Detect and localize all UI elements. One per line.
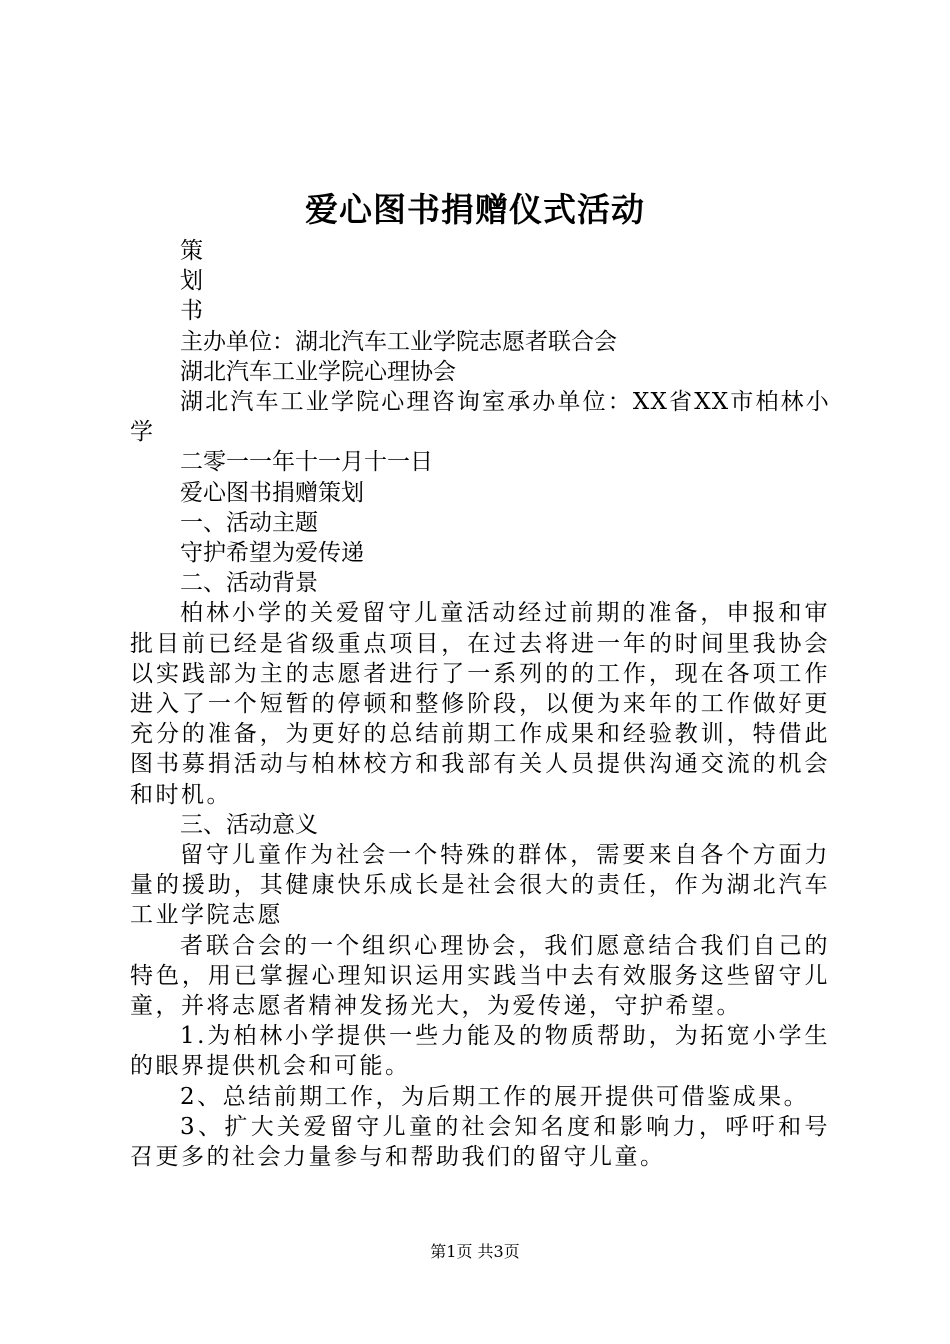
paragraph-theme: 守护希望为爱传递: [180, 540, 364, 567]
paragraph-date: 二零一一年十一月十一日: [180, 449, 433, 476]
document-title: 爱心图书捐赠仪式活动: [305, 190, 645, 229]
paragraph-goal-1: 1.为柏林小学提供一些力能及的物质帮助，为拓宽小学生的眼界提供机会和可能。: [130, 1023, 830, 1080]
paragraph-plan-char-2: 划: [180, 268, 203, 295]
page-number: 第1页 共3页: [430, 1242, 520, 1261]
paragraph-host-unit: 湖北汽车工业学院心理咨询室承办单位：XX省XX市柏林小学: [130, 389, 830, 446]
document-body: [130, 236, 830, 1172]
paragraph-plan-char-1: 策: [180, 238, 203, 264]
paragraph-organizer: 主办单位：湖北汽车工业学院志愿者联合会: [180, 328, 617, 355]
heading-significance: 三、活动意义: [180, 811, 318, 838]
paragraph-goal-3: 3、扩大关爱留守儿童的社会知名度和影响力，呼吁和号召更多的社会力量参与和帮助我们的留守儿童。: [130, 1113, 830, 1171]
paragraph-background: 柏林小学的关爱留守儿童活动经过前期的准备，申报和审批目前已经是省级重点项目，在过去将进一年的时间里我协会以实践部为主的志愿者进行了一系列的的工作，现在各项工作进入了一个短暂的停顿和整修阶段，以便为来年的工作做好更充分的准备，为更好的总结前期工作成果和经验教训，特借此图书募捐活动与柏林校方和我部有关人员提供沟通交流的机会和时机。: [130, 600, 830, 808]
heading-background: 二、活动背景: [180, 570, 318, 597]
paragraph-plan-char-3: 书: [180, 298, 203, 325]
paragraph-plan-title: 爱心图书捐赠策划: [180, 479, 364, 506]
heading-theme: 一、活动主题: [180, 509, 318, 536]
paragraph-significance-1: 留守儿童作为社会一个特殊的群体，需要来自各个方面力量的援助，其健康快乐成长是社会很大的责任，作为湖北汽车工业学院志愿: [130, 842, 830, 929]
paragraph-significance-2: 者联合会的一个组织心理协会，我们愿意结合我们自己的特色，用已掌握心理知识运用实践当中去有效服务这些留守儿童，并将志愿者精神发扬光大，为爱传递，守护希望。: [130, 932, 830, 1020]
paragraph-goal-2: 2、总结前期工作，为后期工作的展开提供可借鉴成果。: [180, 1083, 810, 1110]
paragraph-co-organizer: 湖北汽车工业学院心理协会: [180, 358, 456, 385]
